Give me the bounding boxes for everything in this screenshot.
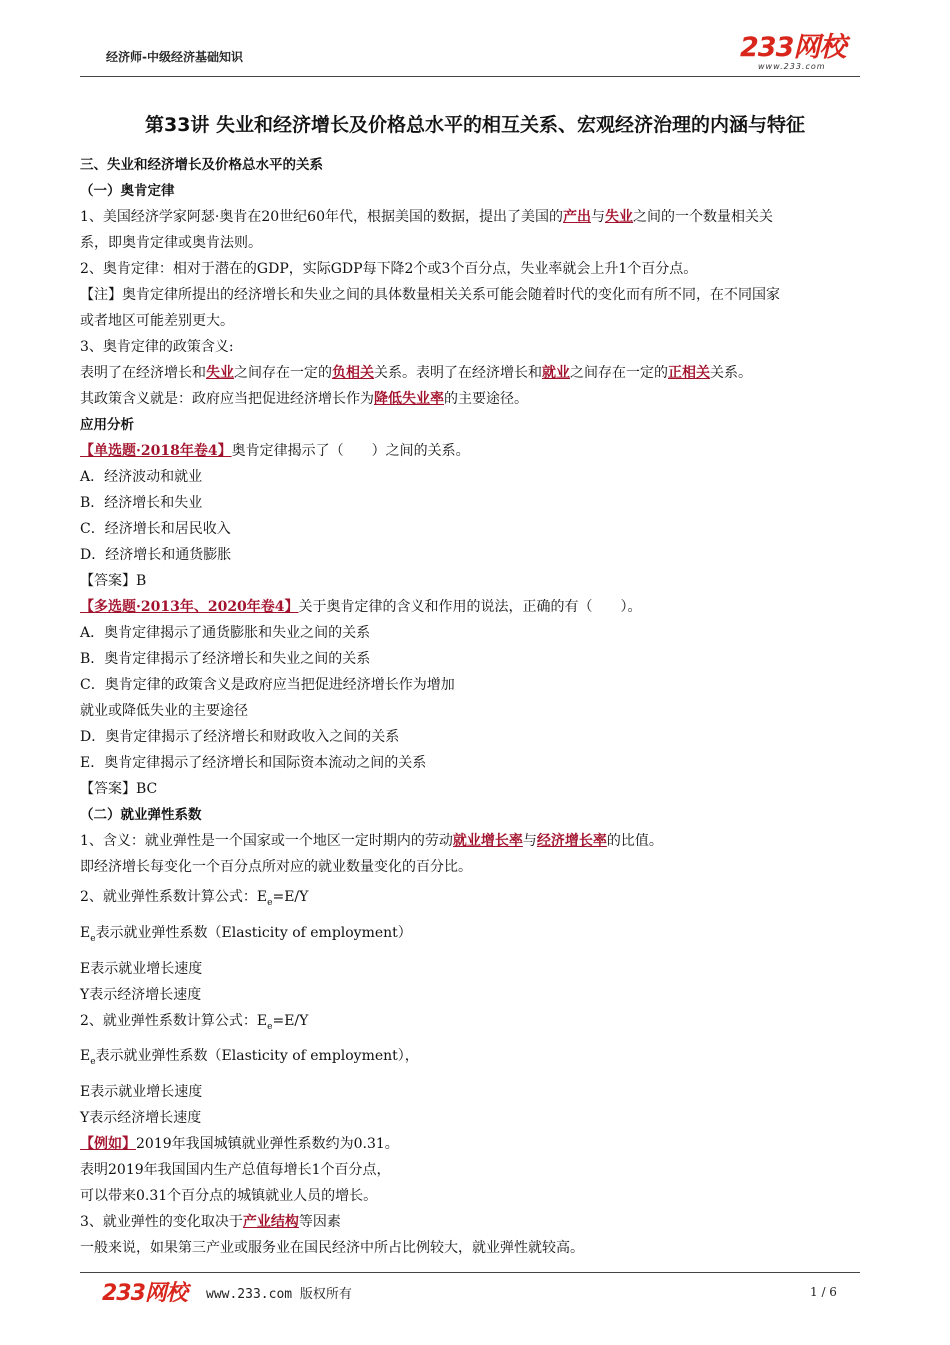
- footer-copyright: www.233.com 版权所有: [206, 1287, 352, 1302]
- paragraph: 3、奥肯定律的政策含义:: [80, 339, 234, 355]
- footer-logo: 233网校: [102, 1281, 187, 1306]
- header-logo-url: www.233.com: [758, 62, 826, 71]
- definition: Y表示经济增长速度: [80, 1110, 202, 1127]
- question-1-stem: 【单选题·2018年卷4】奥肯定律揭示了（ ）之间的关系。: [80, 443, 470, 459]
- keyword: 失业: [605, 209, 633, 225]
- question-option: A．奥肯定律揭示了通货膨胀和失业之间的关系: [80, 625, 371, 641]
- question-option: D．经济增长和通货膨胀: [80, 547, 232, 563]
- question-option: B．经济增长和失业: [80, 495, 203, 511]
- example: 表明2019年我国国内生产总值每增长1个百分点，: [80, 1162, 391, 1179]
- keyword: 降低失业率: [374, 391, 444, 407]
- question-option: A．经济波动和就业: [80, 469, 203, 485]
- paragraph: 即经济增长每变化一个百分点所对应的就业数量变化的百分比。: [80, 859, 472, 875]
- keyword: 产出: [563, 209, 591, 225]
- paragraph: 其政策含义就是：政府应当把促进经济增长作为降低失业率的主要途径。: [80, 391, 528, 407]
- example: 【例如】2019年我国城镇就业弹性系数约为0.31。: [80, 1136, 399, 1153]
- keyword: 经济增长率: [536, 833, 607, 849]
- keyword: 负相关: [332, 365, 374, 381]
- application-heading: 应用分析: [80, 417, 134, 433]
- header-logo: [740, 34, 852, 74]
- keyword: 就业增长率: [452, 833, 523, 849]
- definition: E表示就业增长速度: [80, 960, 203, 977]
- question-option: 就业或降低失业的主要途径: [80, 703, 248, 719]
- example: 可以带来0.31个百分点的城镇就业人员的增长。: [80, 1188, 378, 1205]
- question-option: C．经济增长和居民收入: [80, 521, 231, 537]
- footer-divider: [80, 1272, 860, 1273]
- header-divider: [80, 76, 860, 77]
- question-option: E．奥肯定律揭示了经济增长和国际资本流动之间的关系: [80, 755, 427, 771]
- header-course-title: 经济师-中级经济基础知识: [106, 50, 243, 64]
- definition: Y表示经济增长速度: [80, 986, 202, 1003]
- paragraph: 1、美国经济学家阿瑟·奥肯在20世纪60年代，根据美国的数据，提出了美国的产出与失业之间的一个数量相关关: [80, 209, 773, 225]
- answer: 【答案】B: [80, 573, 147, 589]
- question-tag: 【单选题·2018年卷4】: [80, 443, 232, 459]
- section-heading: 三、失业和经济增长及价格总水平的关系: [80, 157, 323, 173]
- paragraph: 3、就业弹性的变化取决于产业结构等因素: [80, 1214, 341, 1231]
- keyword: 产业结构: [242, 1214, 299, 1231]
- page-number: 1 / 6: [810, 1285, 837, 1299]
- keyword: 正相关: [668, 365, 710, 381]
- note: 或者地区可能差别更大。: [80, 313, 234, 329]
- subsection-heading-elasticity: （二）就业弹性系数: [80, 807, 202, 823]
- definition: $E_e$表示就业弹性系数（Elasticity of employment），: [80, 1048, 419, 1068]
- paragraph: 2、奥肯定律：相对于潜在的GDP，实际GDP每下降2个或3个百分点，失业率就会上升1个百分点。: [80, 261, 698, 277]
- question-option: D．奥肯定律揭示了经济增长和财政收入之间的关系: [80, 729, 400, 745]
- paragraph: 表明了在经济增长和失业之间存在一定的负相关关系。表明了在经济增长和就业之间存在一定的正相关关系。: [80, 365, 752, 381]
- definition: $E_e$表示就业弹性系数（Elasticity of employment）: [80, 924, 412, 944]
- header-logo-text: 233网校: [740, 32, 846, 63]
- formula: 2、就业弹性系数计算公式：$E_e=E/Y$: [80, 1012, 309, 1032]
- keyword: 失业: [206, 365, 234, 381]
- question-option: B．奥肯定律揭示了经济增长和失业之间的关系: [80, 651, 371, 667]
- keyword: 就业: [542, 365, 570, 381]
- subsection-heading-okun: （一）奥肯定律: [80, 183, 175, 199]
- answer: 【答案】BC: [80, 781, 158, 797]
- question-tag: 【多选题·2013年、2020年卷4】: [80, 599, 299, 615]
- note: 【注】奥肯定律所提出的经济增长和失业之间的具体数量相关关系可能会随着时代的变化而有所不同，在不同国家: [80, 287, 780, 303]
- document-body: [80, 152, 870, 1261]
- paragraph: 1、含义：就业弹性是一个国家或一个地区一定时期内的劳动就业增长率与经济增长率的比值。: [80, 833, 663, 849]
- lecture-title: 第33讲 失业和经济增长及价格总水平的相互关系、宏观经济治理的内涵与特征: [144, 114, 806, 136]
- question-option: C．奥肯定律的政策含义是政府应当把促进经济增长作为增加: [80, 677, 455, 693]
- paragraph: 一般来说，如果第三产业或服务业在国民经济中所占比例较大，就业弹性就较高。: [80, 1240, 584, 1257]
- definition: E表示就业增长速度: [80, 1084, 203, 1101]
- paragraph: 系，即奥肯定律或奥肯法则。: [80, 235, 262, 251]
- question-2-stem: 【多选题·2013年、2020年卷4】关于奥肯定律的含义和作用的说法，正确的有（ ）。: [80, 599, 642, 615]
- formula: 2、就业弹性系数计算公式：$E_e=E/Y$: [80, 889, 309, 908]
- example-tag: 【例如】: [80, 1136, 136, 1153]
